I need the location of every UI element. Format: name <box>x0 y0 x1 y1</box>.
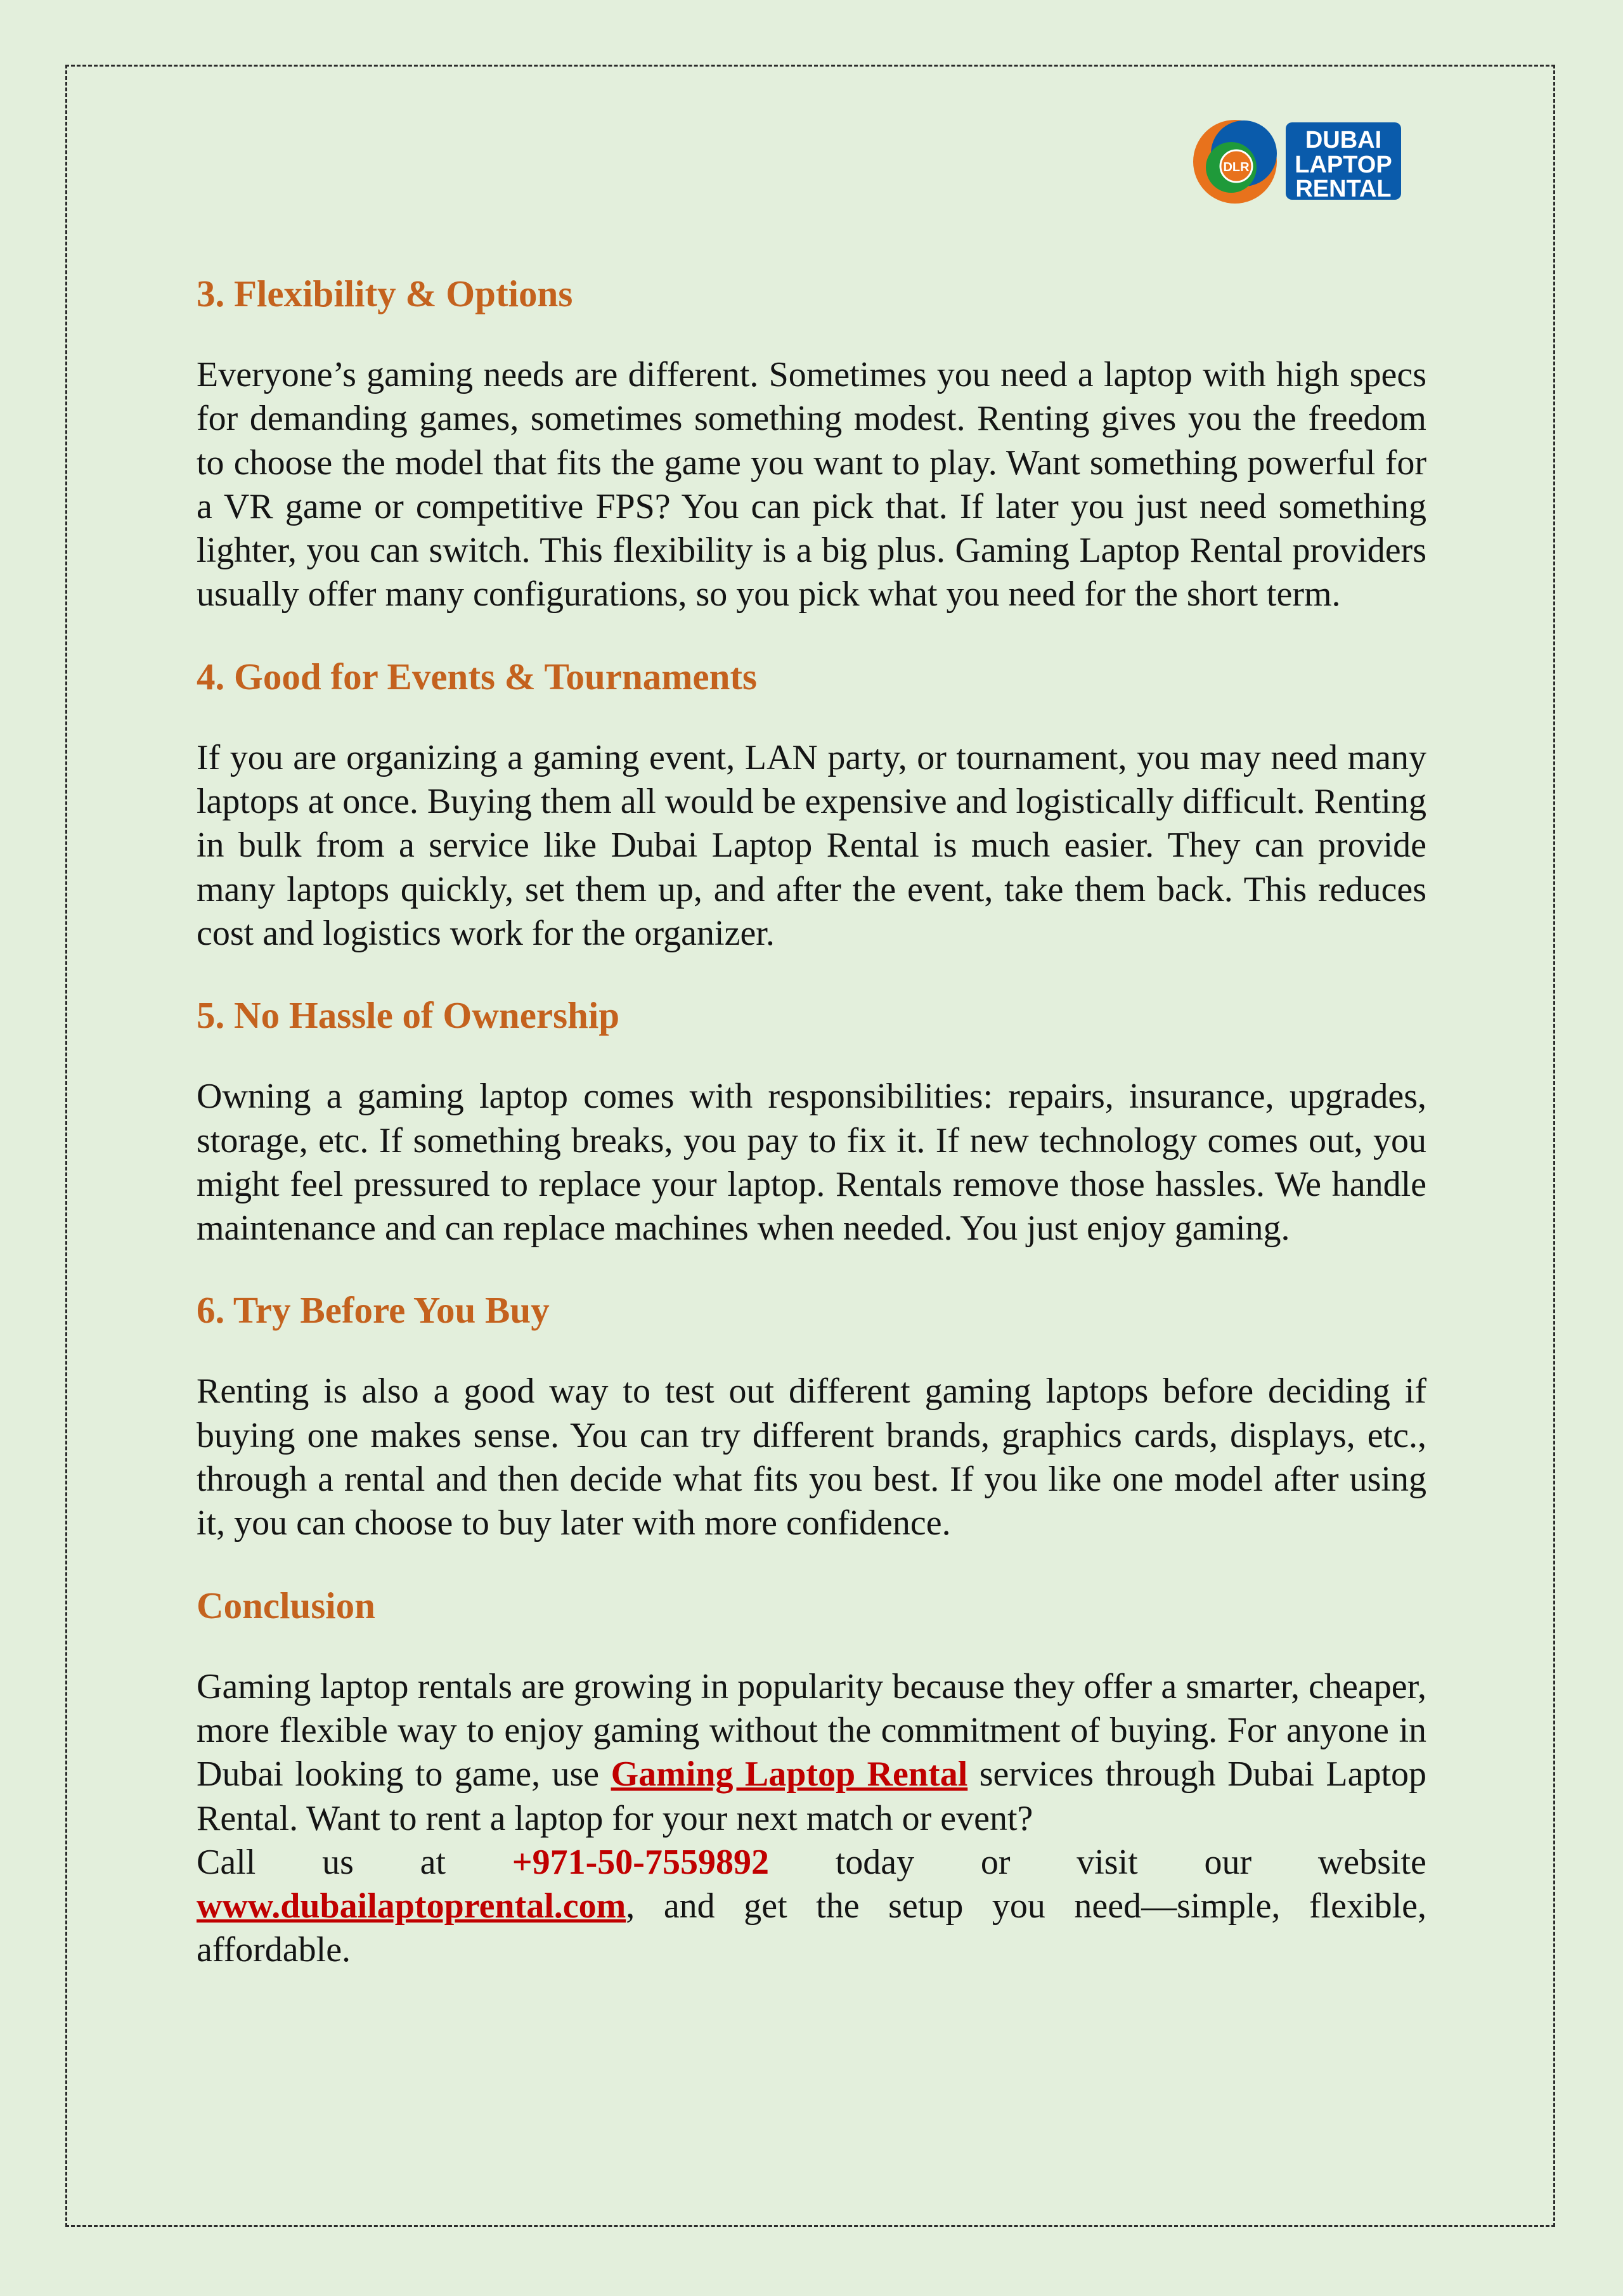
call-line <box>197 1841 1426 1884</box>
logo-wordmark <box>1286 122 1401 202</box>
section-body-ownership: Owning a gaming laptop comes with responsibilities: repairs, insurance, upgrades, storage, etc. If something breaks, you pay to fix it. If new technology comes out, you might feel pressured to replace your laptop. Rentals remove those hassles. We handle maintenance and can replace machines when needed. You just enjoy gaming. <box>197 1077 1426 1249</box>
call-word: visit <box>1077 1842 1138 1882</box>
conclusion-paragraph <box>197 1665 1426 1841</box>
conclusion-text-3: , and get the setup you need—simple, flexible, affordable. <box>197 1886 1426 1970</box>
logo-mark-text: DLR <box>1223 160 1250 174</box>
website-paragraph <box>197 1884 1426 1973</box>
call-word: website <box>1317 1842 1426 1882</box>
section-heading-try-before-buy: 6. Try Before You Buy <box>197 1289 550 1332</box>
section-heading-conclusion: Conclusion <box>197 1584 375 1626</box>
conclusion-text-1: Gaming laptop rentals are growing in popularity because they offer a smarter, cheaper, more flexible way to enjoy gaming without the commitment of buying. For anyone in Dubai looking to game, use <box>197 1666 1426 1794</box>
logo-line-1: DUBAI <box>1305 127 1382 153</box>
logo-line-3: RENTAL <box>1295 176 1392 202</box>
section-heading-ownership: 5. No Hassle of Ownership <box>197 994 620 1037</box>
call-word: our <box>1204 1842 1252 1882</box>
section-heading-flexibility: 3. Flexibility & Options <box>197 273 573 315</box>
gaming-laptop-rental-link[interactable]: Gaming Laptop Rental <box>611 1754 968 1794</box>
company-logo <box>1191 114 1409 209</box>
document-content <box>197 269 1426 1973</box>
call-word: us <box>322 1842 354 1882</box>
conclusion-text-2: services through Dubai Laptop Rental. Want to rent a laptop for your next match or event? <box>197 1754 1426 1838</box>
section-body-events: If you are organizing a gaming event, LAN party, or tournament, you may need many laptops at once. Buying them all would be expensive and logistically difficult. Renting in bulk from a service like Dubai Laptop Rental is much easier. They can provide many laptops quickly, set them up, and after the event, take them back. This reduces cost and logistics work for the organizer. <box>197 737 1426 953</box>
call-word: at <box>420 1842 446 1882</box>
call-word: Call <box>197 1842 256 1882</box>
phone-number[interactable]: +971-50-7559892 <box>512 1842 769 1882</box>
conclusion-body <box>197 1665 1426 1973</box>
section-body-try-before-buy: Renting is also a good way to test out different gaming laptops before deciding if buying one makes sense. You can try different brands, graphics cards, displays, etc., through a rental and then decide what fits you best. If you like one model after using it, you can choose to buy later with more confidence. <box>197 1372 1426 1543</box>
website-link[interactable]: www.dubailaptoprental.com <box>197 1886 626 1926</box>
section-body-flexibility: Everyone’s gaming needs are different. Sometimes you need a laptop with high specs for demanding games, sometimes something modest. Renting gives you the freedom to choose the model that fits the game you want to play. Want something powerful for a VR game or competitive FPS? You can pick that. If later you just need something lighter, you can switch. This flexibility is a big plus. Gaming Laptop Rental providers usually offer many configurations, so you pick what you need for the short term. <box>197 355 1426 614</box>
call-word: today <box>835 1842 915 1882</box>
logo-mark <box>1193 120 1277 204</box>
logo-line-2: LAPTOP <box>1295 152 1392 178</box>
call-word: or <box>980 1842 1011 1882</box>
section-heading-events: 4. Good for Events & Tournaments <box>197 655 758 697</box>
